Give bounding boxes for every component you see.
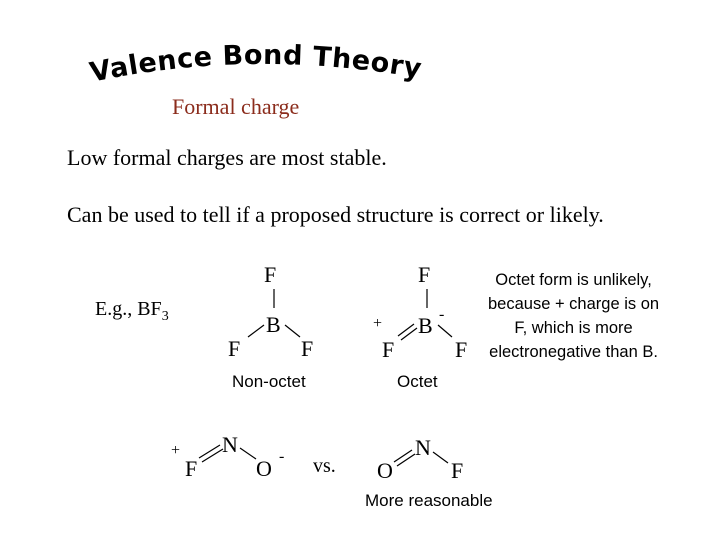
note-line: because + charge is on bbox=[488, 295, 660, 313]
atom-b-octet: B bbox=[418, 313, 433, 338]
charge-f-plus: + bbox=[373, 315, 383, 332]
subtitle: Formal charge bbox=[172, 94, 300, 119]
bond-b-f-right bbox=[285, 325, 300, 337]
bond-o-n-double-b bbox=[397, 454, 415, 466]
bond-n-o bbox=[240, 448, 256, 459]
atom-f-fno: F bbox=[185, 456, 198, 481]
atom-n-onf: N bbox=[415, 435, 431, 460]
atom-f-onf: F bbox=[451, 458, 464, 483]
bond-b-f-right-octet bbox=[438, 325, 452, 337]
octet-note bbox=[488, 268, 659, 364]
atom-b: B bbox=[266, 312, 281, 337]
atom-f-top-octet: F bbox=[418, 262, 431, 287]
atom-o-onf: O bbox=[377, 458, 393, 483]
bond-b-f-left bbox=[248, 325, 264, 337]
atom-n-fno: N bbox=[222, 432, 238, 457]
bond-double-1a bbox=[398, 324, 414, 336]
charge-o-minus-fno: - bbox=[279, 448, 285, 465]
atom-o-fno: O bbox=[256, 456, 272, 481]
example-prefix: E.g., BF bbox=[95, 298, 162, 320]
more-reasonable-label: More reasonable bbox=[365, 491, 493, 510]
statement-2: Can be used to tell if a proposed structure is correct or likely. bbox=[67, 202, 604, 227]
atom-f-left: F bbox=[228, 336, 241, 361]
bond-n-f bbox=[433, 452, 448, 463]
statement-1: Low formal charges are most stable. bbox=[67, 145, 387, 170]
atom-f-top: F bbox=[264, 262, 277, 287]
octet-label: Octet bbox=[397, 372, 438, 391]
atom-f-right-octet: F bbox=[455, 337, 468, 362]
charge-b-minus: - bbox=[439, 306, 445, 323]
example-subscript: 3 bbox=[161, 309, 169, 324]
note-line: electronegative than B. bbox=[489, 343, 658, 361]
note-line: F, which is more bbox=[514, 319, 633, 337]
atom-f-left-octet: F bbox=[382, 337, 395, 362]
non-octet-label: Non-octet bbox=[232, 372, 306, 391]
bond-double-1b bbox=[401, 328, 417, 340]
bond-f-n-double-a bbox=[199, 445, 220, 458]
bond-o-n-double-a bbox=[394, 450, 412, 462]
vs-label: vs. bbox=[313, 455, 336, 477]
bond-f-n-double-b bbox=[202, 449, 223, 462]
title-text: Valence Bond Theory bbox=[87, 39, 425, 89]
note-line: Octet form is unlikely, bbox=[495, 271, 652, 289]
atom-f-right: F bbox=[301, 336, 314, 361]
charge-f-plus-fno: + bbox=[171, 442, 181, 459]
